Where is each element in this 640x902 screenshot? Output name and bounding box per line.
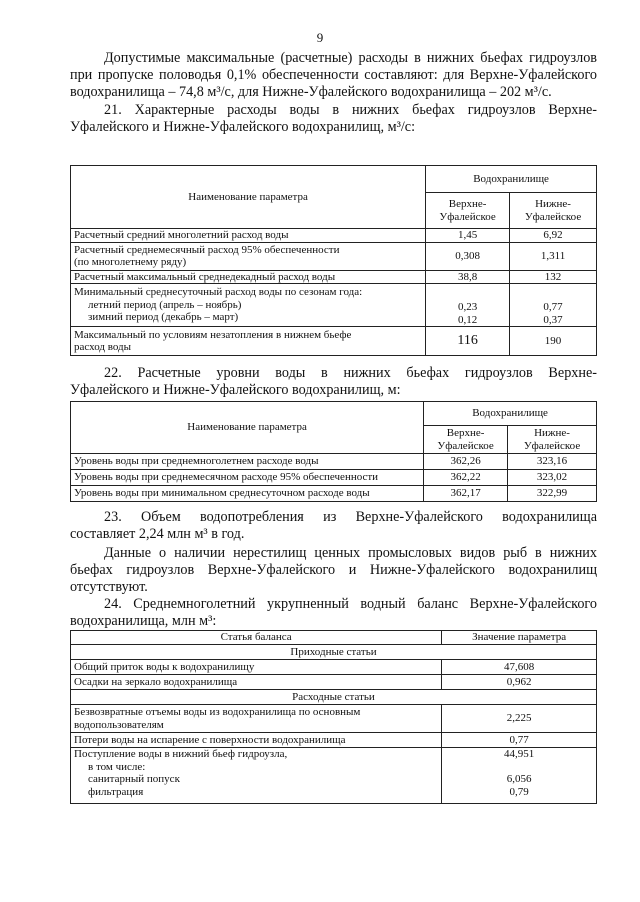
- cell-value: 322,99: [508, 486, 597, 502]
- header-verkhne: Верхне- Уфалейское: [426, 193, 510, 229]
- table-row: [71, 470, 597, 486]
- table-row: [71, 327, 597, 356]
- row-label: Расчетный средний многолетний расход воды: [71, 229, 426, 243]
- text-line: отсутствуют.: [70, 579, 148, 595]
- table-row: [71, 660, 597, 675]
- table-row: [71, 242, 597, 270]
- table-row: [71, 284, 597, 327]
- header-nizhne: Нижне- Уфалейское: [510, 193, 597, 229]
- header-reservoir: Водохранилище: [426, 166, 597, 193]
- text-line: Уфалейского и Нижне-Уфалейского водохранилищ, м³/с:: [70, 119, 416, 135]
- row-label-multiline: [71, 748, 442, 804]
- cell-values: [426, 284, 510, 327]
- row-label: Уровень воды при минимальном среднесуточном расходе воды: [71, 486, 424, 502]
- row-label: Максимальный по условиям незатопления в нижнем бьефе расход воды: [71, 327, 426, 356]
- text-line: Допустимые максимальные (расчетные) расходы в нижних бьефах гидроузлов: [104, 50, 597, 66]
- text-line: водохранилища – 74,8 м³/с, для Нижне-Уфалейского водохранилища – 202 м³/с.: [70, 84, 552, 100]
- cell-value: 6,056: [506, 773, 532, 785]
- header-verkhne: Верхне- Уфалейское: [424, 426, 508, 454]
- cell-value: 0,77: [543, 301, 563, 313]
- section-23-text: [70, 509, 597, 543]
- row-label: Поступление воды в нижний бьеф гидроузла,: [74, 748, 288, 760]
- cell-values: [442, 748, 597, 804]
- header-nizhne: Нижне- Уфалейское: [508, 426, 597, 454]
- table-row: [71, 270, 597, 284]
- row-sublabel: в том числе:: [88, 760, 146, 773]
- header-parameter: Наименование параметра: [71, 166, 426, 229]
- text-line: Данные о наличии нерестилищ ценных промысловых видов рыб в нижних: [104, 545, 597, 561]
- row-sublabel: фильтрация: [88, 785, 144, 798]
- cell-value: 323,02: [508, 470, 597, 486]
- cell-value: 6,92: [510, 229, 597, 243]
- text-line: при пропуске половодья 0,1% обеспеченности составляют: для Верхне-Уфалейского: [70, 67, 597, 83]
- cell-value: 1,45: [426, 229, 510, 243]
- table-characteristic-discharges: [70, 165, 597, 356]
- table-water-levels: [70, 401, 597, 502]
- paragraph-allowed-discharges: [70, 50, 597, 101]
- page-number: 9: [316, 30, 324, 45]
- row-sublabel: зимний период (декабрь – март): [88, 311, 239, 324]
- table-row: [71, 454, 597, 470]
- cell-value: 362,17: [424, 486, 508, 502]
- text-line: 21. Характерные расходы воды в нижних бьефах гидроузлов Верхне-: [104, 102, 597, 118]
- cell-value: 0,308: [426, 242, 510, 270]
- header-balance-value: Значение параметра: [442, 631, 597, 645]
- cell-value: 0,23: [457, 301, 478, 313]
- section-income-title: Приходные статьи: [71, 645, 597, 660]
- table-row: [71, 675, 597, 690]
- text-line: 24. Среднемноголетний укрупненный водный баланс Верхне-Уфалейского: [104, 596, 597, 612]
- section-21-heading: [70, 102, 597, 136]
- paragraph-spawning: [70, 545, 597, 596]
- table-row: [71, 705, 597, 733]
- table-row: [71, 733, 597, 748]
- cell-value: 44,951: [504, 748, 535, 760]
- row-label: Минимальный среднесуточный расход воды по сезонам года:: [74, 286, 363, 299]
- text-line: 22. Расчетные уровни воды в нижних бьефах гидроузлов Верхне-: [104, 365, 597, 381]
- table-row: [71, 486, 597, 502]
- cell-value: 362,22: [424, 470, 508, 486]
- cell-value: 0,77: [442, 733, 597, 748]
- row-label: Осадки на зеркало водохранилища: [71, 675, 442, 690]
- cell-value: 0,12: [457, 313, 478, 326]
- row-label: Расчетный максимальный среднедекадный расход воды: [71, 270, 426, 284]
- row-label: Уровень воды при среднемесячном расходе 95% обеспеченности: [71, 470, 424, 486]
- text-line: бьефах гидроузлов Верхне-Уфалейского и Нижне-Уфалейского водохранилищ: [70, 562, 597, 578]
- cell-value: 132: [510, 270, 597, 284]
- cell-value: 1,311: [510, 242, 597, 270]
- cell-value: 0,37: [543, 313, 563, 326]
- row-label: Безвозвратные отъемы воды из водохранилища по основным водопользователям: [71, 705, 442, 733]
- cell-spacer: [445, 761, 593, 774]
- cell-value: 38,8: [426, 270, 510, 284]
- text-line: водохранилища, млн м³:: [70, 613, 217, 629]
- text-line: составляет 2,24 млн м³ в год.: [70, 526, 245, 542]
- cell-value: 323,16: [508, 454, 597, 470]
- section-22-heading: [70, 365, 597, 399]
- cell-values: [510, 284, 597, 327]
- table-row: [71, 748, 597, 804]
- table-water-balance: [70, 630, 597, 804]
- row-label: Уровень воды при среднемноголетнем расходе воды: [71, 454, 424, 470]
- row-sublabel: летний период (апрель – ноябрь): [88, 298, 242, 311]
- cell-value: 190: [510, 327, 597, 356]
- cell-value: 0,962: [442, 675, 597, 690]
- row-sublabel: санитарный попуск: [88, 773, 180, 785]
- row-label: Расчетный среднемесячный расход 95% обеспеченности (по многолетнему ряду): [71, 242, 426, 270]
- section-outcome-title: Расходные статьи: [71, 690, 597, 705]
- cell-value: 47,608: [442, 660, 597, 675]
- section-24-heading: [70, 596, 597, 630]
- cell-value: 116: [426, 327, 510, 356]
- header-reservoir: Водохранилище: [424, 402, 597, 426]
- row-label: Потери воды на испарение с поверхности водохранилища: [71, 733, 442, 748]
- cell-value: 362,26: [424, 454, 508, 470]
- cell-value: 2,225: [442, 705, 597, 733]
- table-row: [71, 229, 597, 243]
- text-line: 23. Объем водопотребления из Верхне-Уфалейского водохранилища: [104, 509, 597, 525]
- cell-value: 0,79: [509, 785, 529, 798]
- header-balance-item: Статья баланса: [71, 631, 442, 645]
- header-parameter: Наименование параметра: [71, 402, 424, 454]
- row-label-multiline: [71, 284, 426, 327]
- text-line: Уфалейского и Нижне-Уфалейского водохранилищ, м:: [70, 382, 401, 398]
- row-label: Общий приток воды к водохранилищу: [71, 660, 442, 675]
